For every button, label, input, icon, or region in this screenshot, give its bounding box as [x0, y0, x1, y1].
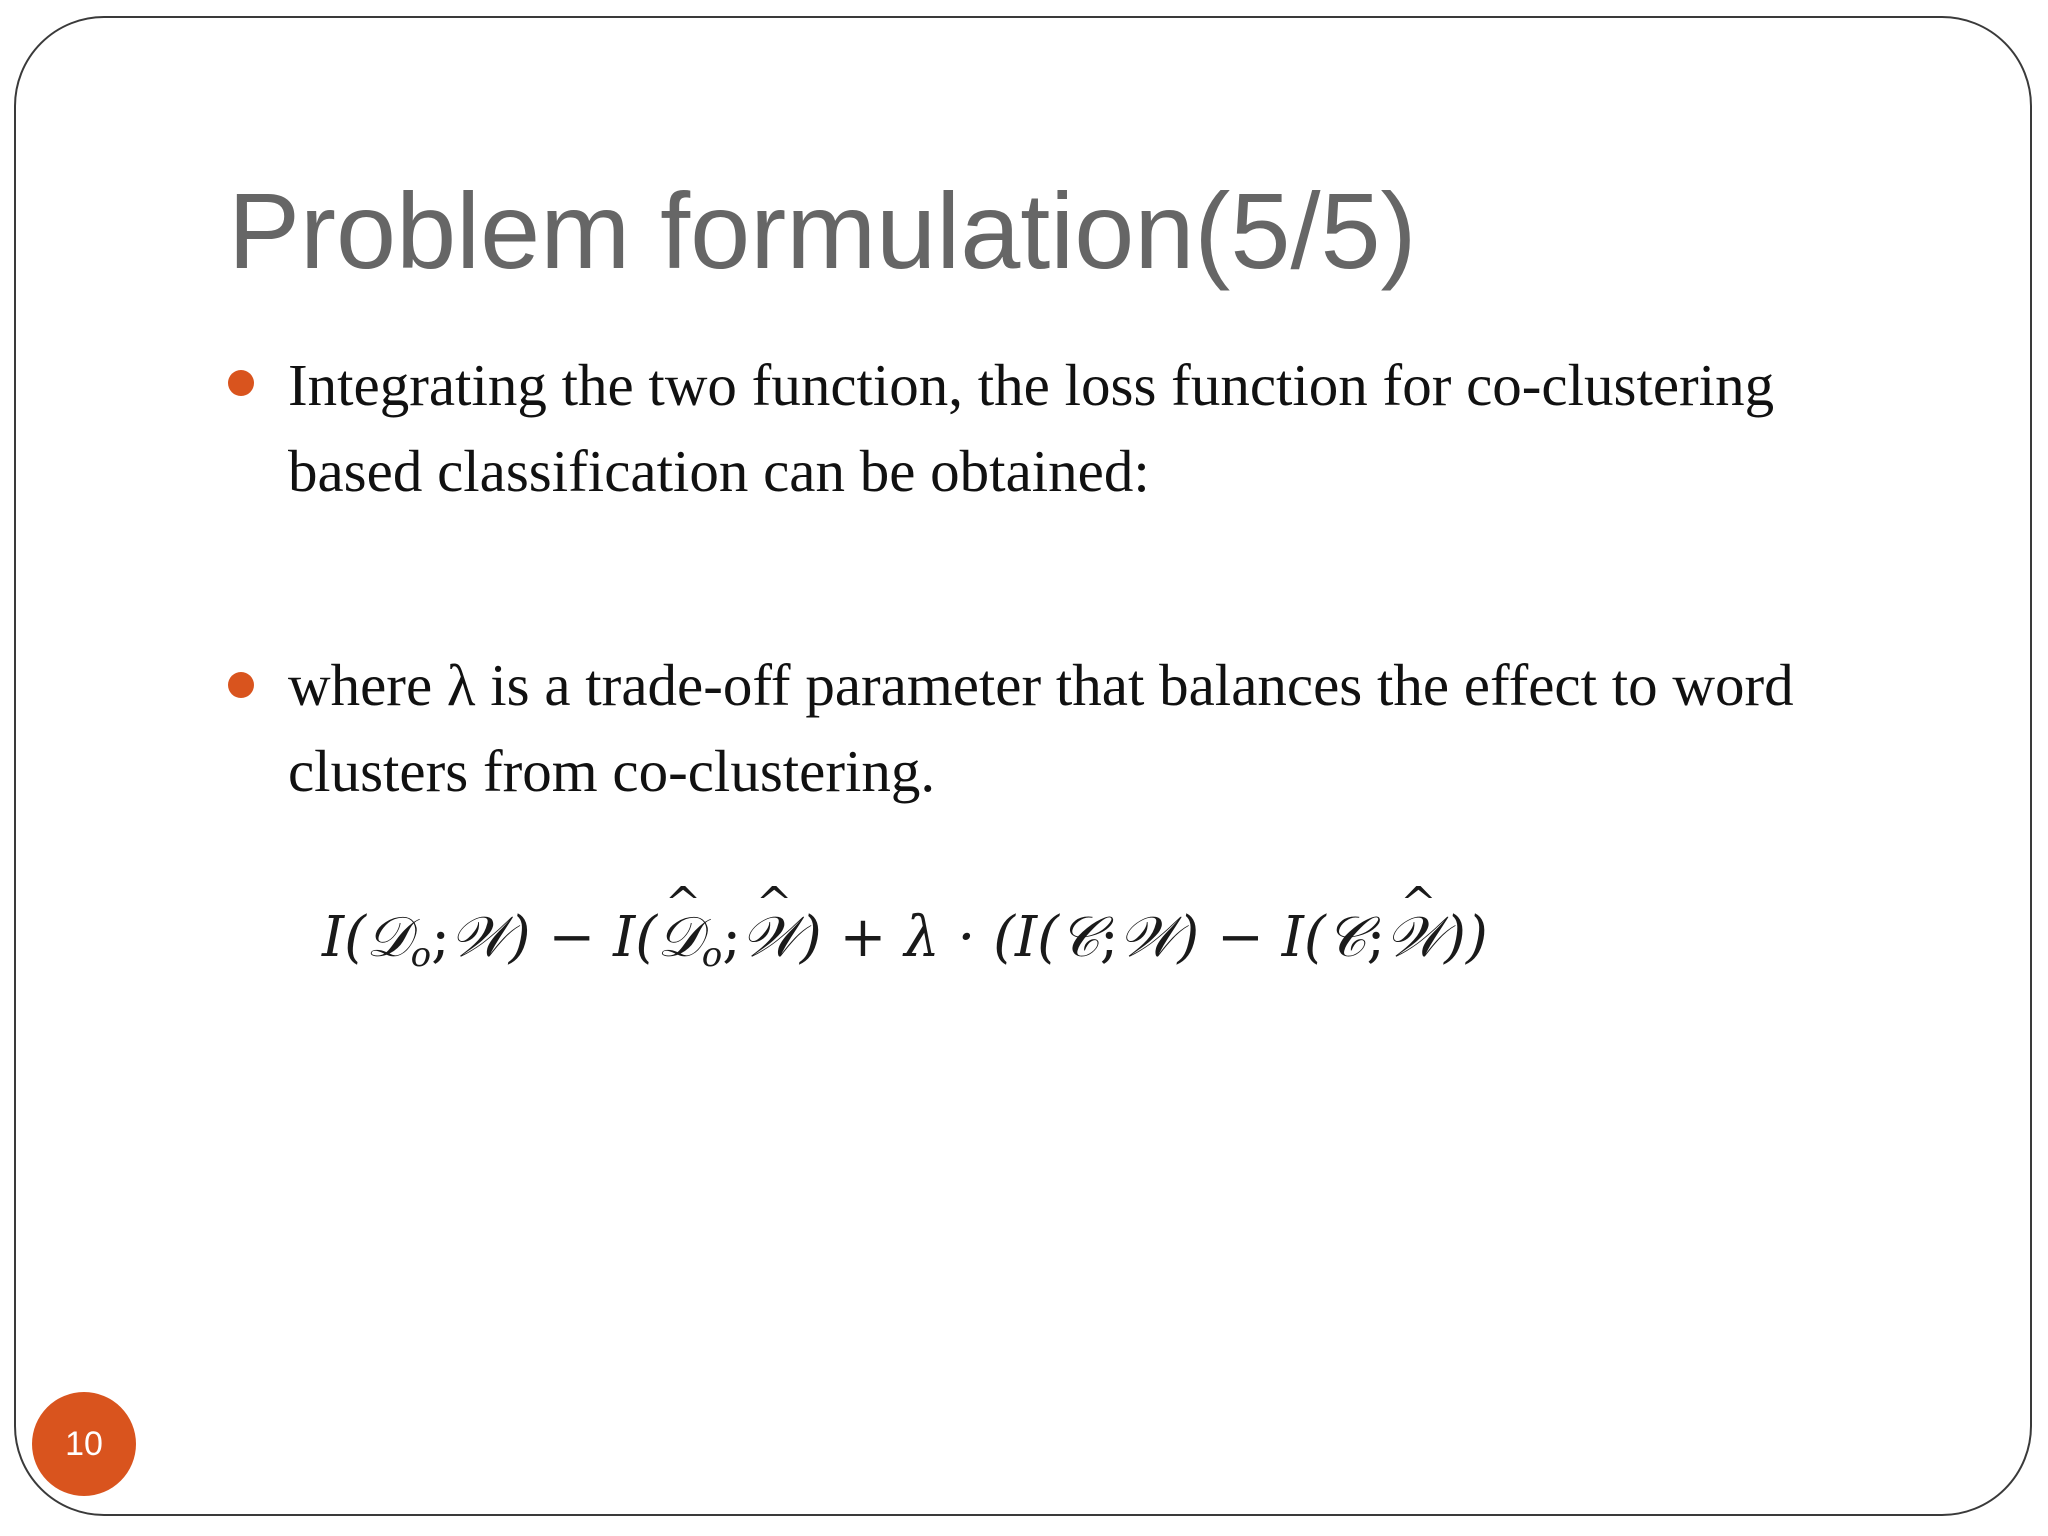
- bullet-text-1: Integrating the two function, the loss function for co-clustering based classification can be obtained:: [288, 352, 1775, 504]
- formula-symbol-w: 𝒲: [1118, 905, 1178, 970]
- formula-symbol-w: 𝒲: [741, 905, 800, 970]
- bullet-item-2: [228, 642, 1878, 822]
- formula-subscript-o: o: [410, 935, 432, 975]
- formula-part: I(: [322, 905, 366, 970]
- slide-title: Problem formulation(5/5): [228, 170, 1417, 291]
- loss-function-formula: [322, 888, 1762, 988]
- formula-symbol-d: 𝒟: [365, 905, 411, 970]
- formula-part: ;: [1099, 905, 1119, 970]
- page-number-badge: 10: [32, 1392, 136, 1496]
- formula-part: )): [1444, 905, 1488, 970]
- formula-part: ) + λ · (I(: [799, 905, 1059, 970]
- formula-symbol-d-hat: [657, 888, 702, 988]
- formula-symbol-c: 𝒞: [1325, 905, 1367, 970]
- bullet-dot-icon: [228, 370, 254, 396]
- bullet-dot-icon: [228, 672, 254, 698]
- formula-part: ) − I(: [1177, 905, 1326, 970]
- formula-symbol-w-hat: [741, 888, 800, 988]
- formula-subscript-o: o: [701, 935, 723, 975]
- formula-part: ;: [1366, 905, 1386, 970]
- formula-symbol-w: 𝒲: [1385, 905, 1445, 970]
- formula-symbol-w: 𝒲: [450, 905, 509, 970]
- formula-part: ) − I(: [508, 905, 658, 970]
- bullet-text-2: where λ is a trade-off parameter that balances the effect to word clusters from co-clustering.: [288, 652, 1794, 804]
- bullet-item-1: [228, 342, 1878, 522]
- formula-part: ;: [722, 905, 742, 970]
- formula-symbol-c: 𝒞: [1058, 905, 1100, 970]
- formula-symbol-d: 𝒟: [657, 905, 702, 970]
- formula-symbol-w-hat: [1385, 888, 1444, 988]
- formula-part: ;: [431, 905, 451, 970]
